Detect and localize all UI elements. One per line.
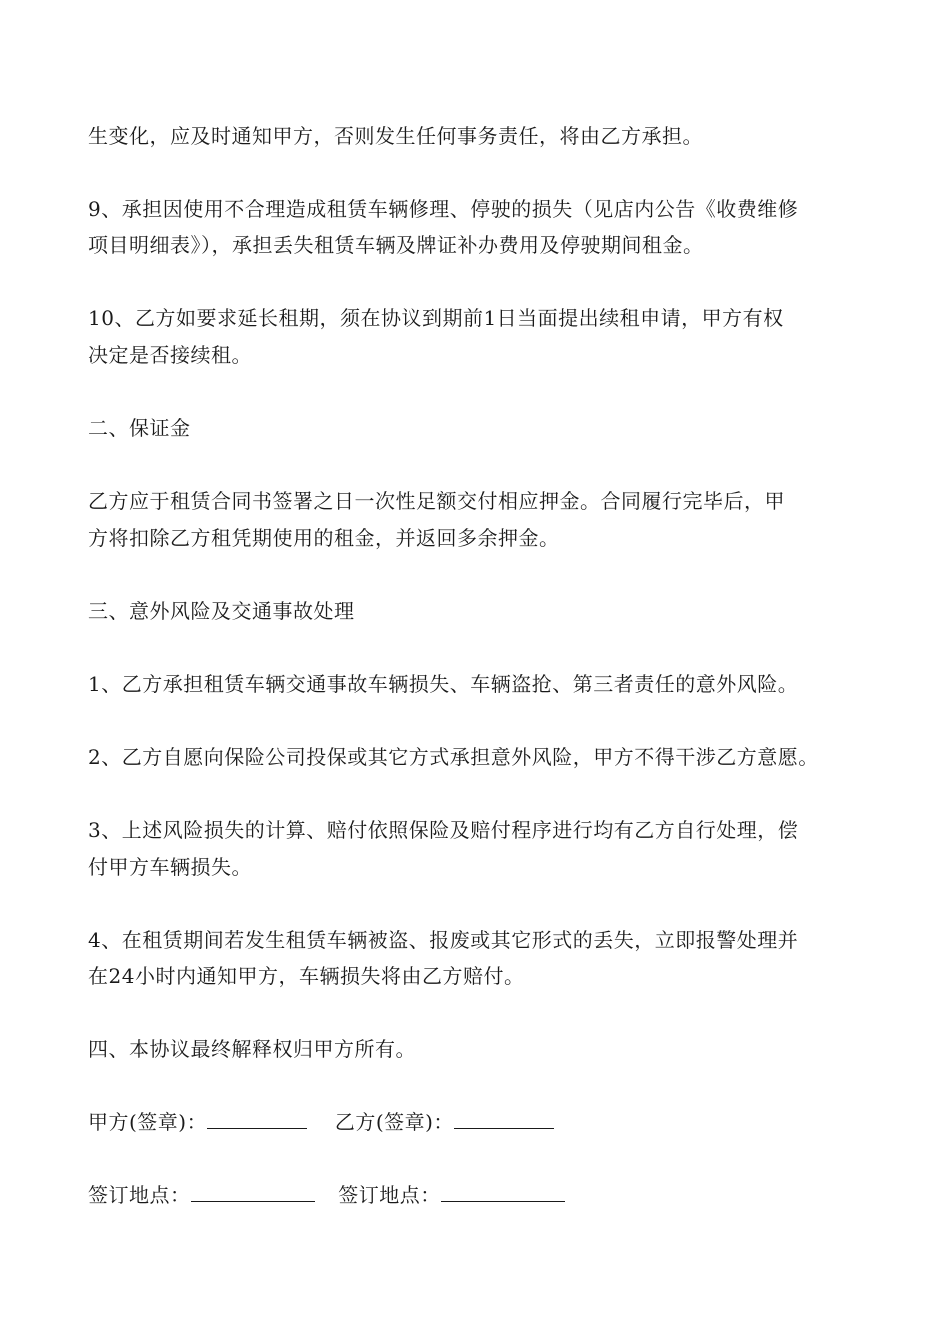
text-line: 决定是否接续租。 xyxy=(88,343,252,367)
text-line: 1、乙方承担租赁车辆交通事故车辆损失、车辆盗抢、第三者责任的意外风险。 xyxy=(88,672,799,696)
text-line: 3、上述风险损失的计算、赔付依照保险及赔付程序进行均有乙方自行处理，偿 xyxy=(88,818,799,842)
text-line: 4、在租赁期间若发生租赁车辆被盗、报废或其它形式的丢失，立即报警处理并 xyxy=(88,928,799,952)
text-line: 2、乙方自愿向保险公司投保或其它方式承担意外风险，甲方不得干涉乙方意愿。 xyxy=(88,745,819,769)
section-heading: 四、本协议最终解释权归甲方所有。 xyxy=(88,1037,416,1061)
party-a-seal-blank xyxy=(207,1112,307,1129)
text-line: 10、乙方如要求延长租期，须在协议到期前1日当面提出续租申请，甲方有权 xyxy=(88,306,784,330)
text-line: 生变化，应及时通知甲方，否则发生任何事务责任，将由乙方承担。 xyxy=(88,124,703,148)
place-a-blank xyxy=(191,1185,315,1202)
section-heading: 二、保证金 xyxy=(88,416,191,440)
signature-row xyxy=(88,1110,554,1134)
text-line: 在24小时内通知甲方，车辆损失将由乙方赔付。 xyxy=(88,964,525,988)
text-line: 付甲方车辆损失。 xyxy=(88,855,252,879)
party-b-seal-blank xyxy=(454,1112,554,1129)
party-a-seal-label: 甲方(签章)： xyxy=(88,1110,208,1134)
place-row xyxy=(88,1183,565,1207)
place-b-label: 签订地点： xyxy=(338,1183,441,1207)
section-heading: 三、意外风险及交通事故处理 xyxy=(88,599,355,623)
text-line: 方将扣除乙方租凭期使用的租金，并返回多余押金。 xyxy=(88,526,560,550)
text-line: 项目明细表》），承担丢失租赁车辆及牌证补办费用及停驶期间租金。 xyxy=(88,233,704,257)
text-line: 乙方应于租赁合同书签署之日一次性足额交付相应押金。合同履行完毕后，甲 xyxy=(88,489,785,513)
place-b-blank xyxy=(441,1185,565,1202)
text-line: 9、承担因使用不合理造成租赁车辆修理、停驶的损失（见店内公告《收费维修 xyxy=(88,197,799,221)
party-b-seal-label: 乙方(签章)： xyxy=(334,1110,454,1134)
place-a-label: 签订地点： xyxy=(88,1183,191,1207)
